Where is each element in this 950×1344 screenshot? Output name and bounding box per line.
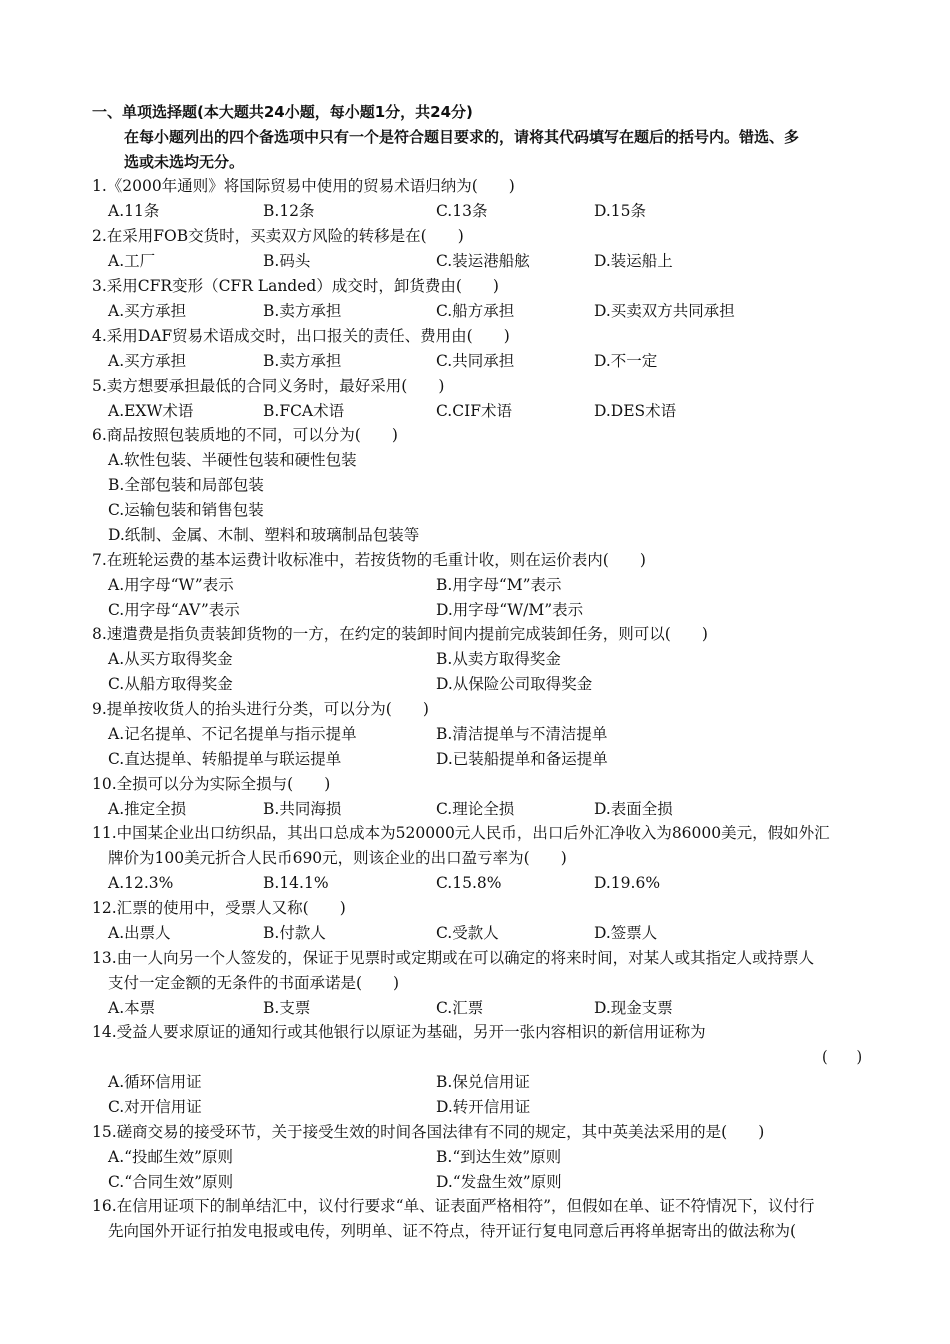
question-stem: 2.在采用FOB交货时，买卖双方风险的转移是在( ) [92, 227, 464, 245]
option-d: D.从保险公司取得奖金 [436, 675, 593, 693]
option-d: D.用字母“W/M”表示 [436, 601, 584, 619]
option-c: C.汇票 [436, 999, 484, 1017]
option-a: A.从买方取得奖金 [108, 650, 233, 668]
option-c: C.从船方取得奖金 [108, 675, 233, 693]
option-c: C.船方承担 [436, 302, 515, 320]
option-d: D.19.6% [594, 874, 661, 892]
option-c: C.装运港船舷 [436, 252, 530, 270]
option-a: A.循环信用证 [108, 1073, 202, 1091]
option-b: B.全部包装和局部包装 [108, 476, 264, 494]
question-stem: 14.受益人要求原证的通知行或其他银行以原证为基础，另开一张内容相识的新信用证称为 [92, 1023, 706, 1041]
option-a: A.12.3% [108, 874, 174, 892]
option-d: D.15条 [594, 202, 647, 220]
option-d: D.签票人 [594, 924, 658, 942]
option-b: B.共同海损 [263, 800, 342, 818]
option-d: D.DES术语 [594, 402, 677, 420]
question-stem-continued: 牌价为100美元折合人民币690元，则该企业的出口盈亏率为( ) [108, 849, 567, 867]
option-b: B.卖方承担 [263, 302, 342, 320]
option-a: A.用字母“W”表示 [108, 576, 234, 594]
option-d: D.表面全损 [594, 800, 673, 818]
question-stem: 10.全损可以分为实际全损与( ) [92, 775, 331, 793]
section-title: 一、单项选择题(本大题共24小题，每小题1分，共24分) [92, 103, 473, 121]
option-a: A.软性包装、半硬性包装和硬性包装 [108, 451, 357, 469]
option-d: D.“发盘生效”原则 [436, 1173, 562, 1191]
option-c: C.受款人 [436, 924, 499, 942]
option-d: D.买卖双方共同承担 [594, 302, 735, 320]
option-a: A.11条 [108, 202, 160, 220]
question-stem-continued: 支付一定金额的无条件的书面承诺是( ) [108, 974, 400, 992]
option-c: C.共同承担 [436, 352, 515, 370]
option-b: B.保兑信用证 [436, 1073, 530, 1091]
option-b: B.从卖方取得奖金 [436, 650, 561, 668]
option-c: C.对开信用证 [108, 1098, 202, 1116]
question-stem: 16.在信用证项下的制单结汇中，议付行要求“单、证表面严格相符”，但假如在单、证不符情况下，议付行 [92, 1197, 815, 1215]
option-c: C.理论全损 [436, 800, 515, 818]
option-a: A.本票 [108, 999, 156, 1017]
option-b: B.码头 [263, 252, 311, 270]
option-b: B.用字母“M”表示 [436, 576, 562, 594]
question-stem: 3.采用CFR变形（CFR Landed）成交时，卸货费由( ) [92, 277, 499, 295]
question-stem: 13.由一人向另一个人签发的，保证于见票时或定期或在可以确定的将来时间，对某人或其指定人或持票人 [92, 949, 815, 967]
question-stem: 4.采用DAF贸易术语成交时，出口报关的责任、费用由( ) [92, 327, 510, 345]
question-stem: 7.在班轮运费的基本运费计收标准中，若按货物的毛重计收，则在运价表内( ) [92, 551, 646, 569]
question-stem-continued: 先向国外开证行拍发电报或电传，列明单、证不符点，待开证行复电同意后再将单据寄出的做法称为( [108, 1222, 797, 1240]
section-instruction: 在每小题列出的四个备选项中只有一个是符合题目要求的，请将其代码填写在题后的括号内。错选、多 [124, 128, 800, 146]
option-c: C.15.8% [436, 874, 502, 892]
option-a: A.买方承担 [108, 302, 187, 320]
option-b: B.14.1% [263, 874, 329, 892]
option-d: D.装运船上 [594, 252, 673, 270]
option-b: B.卖方承担 [263, 352, 342, 370]
option-d: D.不一定 [594, 352, 658, 370]
option-a: A.买方承担 [108, 352, 187, 370]
answer-bracket: ( ) [822, 1048, 863, 1066]
option-c: C.“合同生效”原则 [108, 1173, 234, 1191]
question-stem: 15.磋商交易的接受环节，关于接受生效的时间各国法律有不同的规定，其中英美法采用的是( ) [92, 1123, 765, 1141]
question-stem: 6.商品按照包装质地的不同，可以分为( ) [92, 426, 398, 444]
option-c: C.运输包装和销售包装 [108, 501, 264, 519]
option-b: B.“到达生效”原则 [436, 1148, 562, 1166]
option-c: C.直达提单、转船提单与联运提单 [108, 750, 342, 768]
question-stem: 11.中国某企业出口纺织品，其出口总成本为520000元人民币，出口后外汇净收入为86000美元，假如外汇 [92, 824, 830, 842]
option-d: D.转开信用证 [436, 1098, 531, 1116]
question-stem: 9.提单按收货人的抬头进行分类，可以分为( ) [92, 700, 429, 718]
option-a: A.“投邮生效”原则 [108, 1148, 233, 1166]
question-stem: 1.《2000年通则》将国际贸易中使用的贸易术语归纳为( ) [92, 177, 515, 195]
option-d: D.现金支票 [594, 999, 673, 1017]
section-instruction: 选或未选均无分。 [124, 153, 245, 171]
option-a: A.EXW术语 [108, 402, 194, 420]
question-stem: 12.汇票的使用中，受票人又称( ) [92, 899, 346, 917]
option-c: C.用字母“AV”表示 [108, 601, 240, 619]
option-b: B.支票 [263, 999, 311, 1017]
option-b: B.付款人 [263, 924, 326, 942]
option-a: A.记名提单、不记名提单与指示提单 [108, 725, 357, 743]
question-stem: 8.速遣费是指负责装卸货物的一方，在约定的装卸时间内提前完成装卸任务，则可以( ) [92, 625, 708, 643]
option-b: B.12条 [263, 202, 315, 220]
option-d: D.已装船提单和备运提单 [436, 750, 608, 768]
option-d: D.纸制、金属、木制、塑料和玻璃制品包装等 [108, 526, 420, 544]
option-a: A.工厂 [108, 252, 156, 270]
question-stem: 5.卖方想要承担最低的合同义务时，最好采用( ) [92, 377, 445, 395]
option-b: B.清洁提单与不清洁提单 [436, 725, 608, 743]
option-a: A.出票人 [108, 924, 171, 942]
option-c: C.13条 [436, 202, 488, 220]
option-b: B.FCA术语 [263, 402, 345, 420]
option-c: C.CIF术语 [436, 402, 512, 420]
option-a: A.推定全损 [108, 800, 187, 818]
